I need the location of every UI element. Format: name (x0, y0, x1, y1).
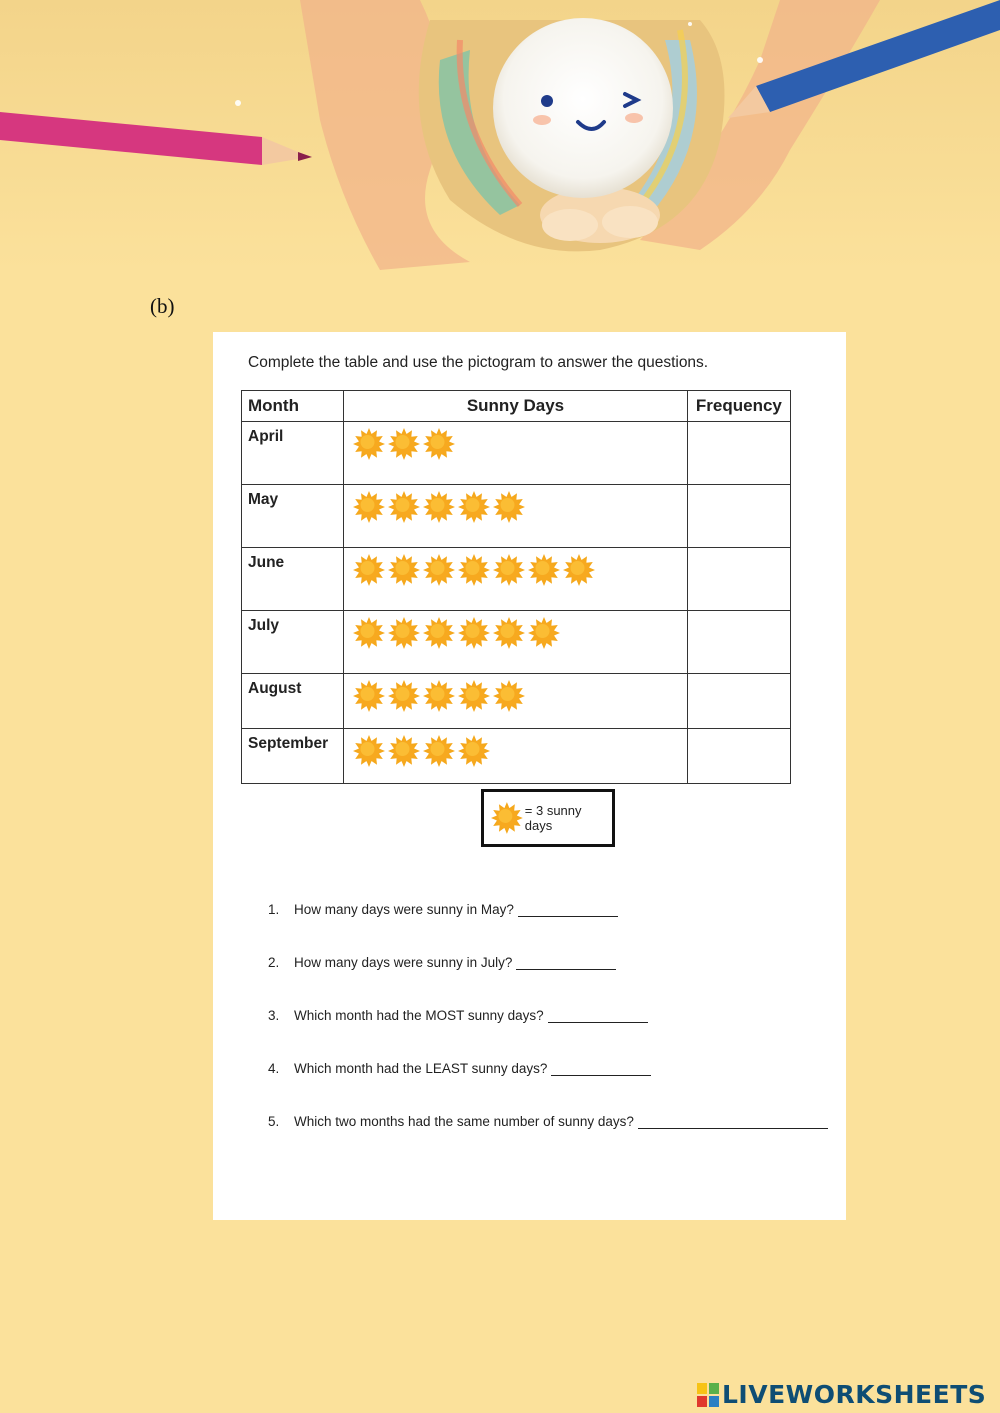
table-row (242, 611, 791, 674)
pictogram-key (481, 789, 615, 847)
sun-icon (458, 735, 490, 767)
sun-icon (423, 617, 455, 649)
month-cell: May (242, 485, 344, 548)
frequency-input[interactable] (694, 743, 788, 773)
sun-icon (563, 554, 595, 586)
sun-icon (493, 554, 525, 586)
liveworksheets-logo (697, 1380, 986, 1409)
brand-name: LIVEWORKSHEETS (722, 1380, 987, 1409)
sun-icon (388, 554, 420, 586)
sun-icon (388, 680, 420, 712)
table-row (242, 548, 791, 611)
answer-blank (548, 1008, 648, 1023)
instructions: Complete the table and use the pictogram to answer the questions. (248, 354, 709, 371)
answer-input[interactable] (516, 956, 616, 970)
frequency-cell (687, 674, 790, 729)
liveworksheets-badge-icon (697, 1383, 719, 1407)
sun-icon (423, 680, 455, 712)
question-item (268, 1008, 828, 1061)
sunny-days-cell (344, 485, 688, 548)
sun-icon (423, 735, 455, 767)
frequency-input[interactable] (694, 436, 788, 466)
answer-input[interactable] (551, 1062, 651, 1076)
sun-icon (493, 491, 525, 523)
sun-icon (493, 617, 525, 649)
sun-icon (353, 617, 385, 649)
answer-input[interactable] (518, 903, 618, 917)
table-row (242, 674, 791, 729)
question-item (268, 955, 828, 1008)
question-number: 2. (268, 955, 280, 970)
sun-icon (458, 491, 490, 523)
sun-icon (388, 491, 420, 523)
frequency-input[interactable] (694, 625, 788, 655)
part-label: (b) (150, 294, 175, 318)
sun-icon (423, 491, 455, 523)
sun-icon (458, 617, 490, 649)
frequency-input[interactable] (694, 688, 788, 718)
answer-blank (638, 1114, 828, 1129)
month-cell: August (242, 674, 344, 729)
answer-input[interactable] (638, 1115, 828, 1129)
sunny-days-cell (344, 548, 688, 611)
frequency-cell (687, 422, 790, 485)
sun-icon (388, 428, 420, 460)
worksheet (213, 332, 846, 1220)
sun-icon (493, 680, 525, 712)
column-header-month: Month (242, 391, 344, 422)
sunny-days-cell (344, 422, 688, 485)
question-number: 5. (268, 1114, 280, 1129)
sun-icon (353, 428, 385, 460)
sun-icon (388, 735, 420, 767)
frequency-input[interactable] (694, 562, 788, 592)
table-header-row (242, 391, 791, 422)
sunny-days-cell (344, 674, 688, 729)
column-header-frequency: Frequency (687, 391, 790, 422)
frequency-cell (687, 548, 790, 611)
sunny-days-cell (344, 729, 688, 784)
answer-input[interactable] (548, 1009, 648, 1023)
question-item (268, 1114, 828, 1167)
sun-icon (353, 735, 385, 767)
sun-icon (353, 554, 385, 586)
question-number: 3. (268, 1008, 280, 1023)
question-item (268, 902, 828, 955)
question-text: How many days were sunny in July? (294, 955, 513, 970)
question-number: 1. (268, 902, 280, 917)
sun-icon (458, 680, 490, 712)
answer-blank (518, 902, 618, 917)
sun-icon (491, 802, 523, 834)
frequency-cell (687, 611, 790, 674)
sun-icon (528, 554, 560, 586)
sun-icon (458, 554, 490, 586)
column-header-sunny-days: Sunny Days (344, 391, 688, 422)
sun-icon (353, 680, 385, 712)
question-text: Which month had the MOST sunny days? (294, 1008, 544, 1023)
header-illustration (0, 0, 1000, 270)
frequency-cell (687, 729, 790, 784)
answer-blank (551, 1061, 651, 1076)
pictogram-table (241, 390, 791, 784)
sunny-days-cell (344, 611, 688, 674)
table-row (242, 422, 791, 485)
question-list (268, 902, 828, 1167)
sun-icon (423, 554, 455, 586)
month-cell: June (242, 548, 344, 611)
frequency-input[interactable] (694, 499, 788, 529)
month-cell: July (242, 611, 344, 674)
answer-blank (516, 955, 616, 970)
frequency-cell (687, 485, 790, 548)
sun-icon (423, 428, 455, 460)
sun-icon (353, 491, 385, 523)
question-item (268, 1061, 828, 1114)
month-cell: September (242, 729, 344, 784)
question-number: 4. (268, 1061, 280, 1076)
sun-icon (388, 617, 420, 649)
question-text: Which two months had the same number of sunny days? (294, 1114, 634, 1129)
table-row (242, 729, 791, 784)
question-text: How many days were sunny in May? (294, 902, 514, 917)
month-cell: April (242, 422, 344, 485)
table-row (242, 485, 791, 548)
question-text: Which month had the LEAST sunny days? (294, 1061, 548, 1076)
sun-icon (528, 617, 560, 649)
key-text: = 3 sunny days (524, 803, 582, 833)
